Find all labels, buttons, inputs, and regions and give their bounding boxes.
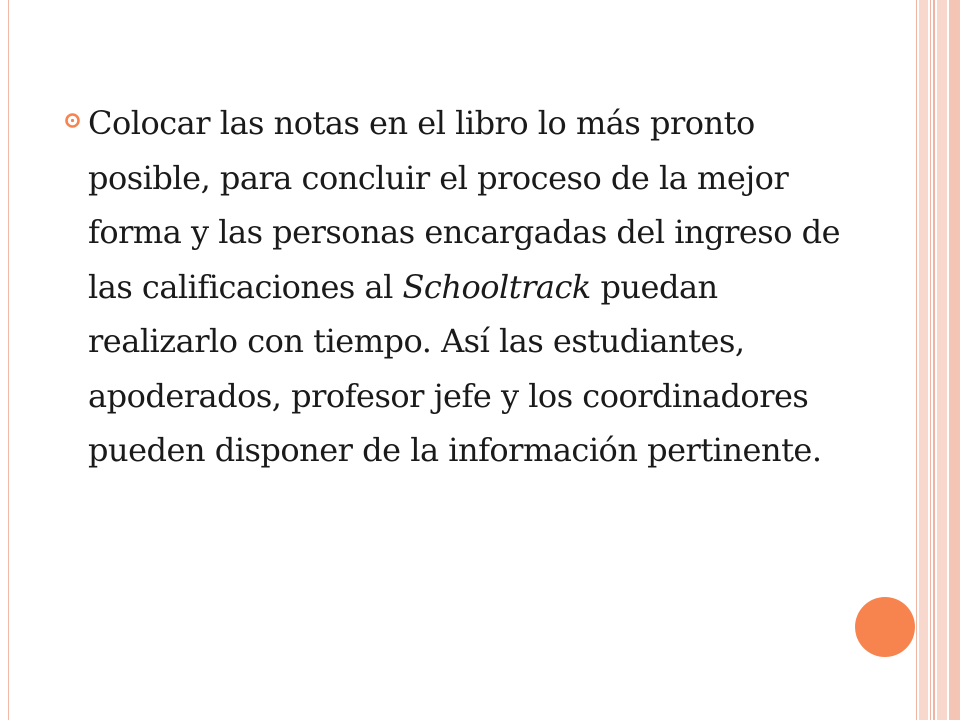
stripe bbox=[937, 0, 947, 720]
bullet-item bbox=[64, 96, 864, 478]
stripe bbox=[949, 0, 960, 720]
stripe bbox=[916, 0, 917, 720]
bullet-text bbox=[88, 96, 864, 478]
slide-content bbox=[64, 96, 864, 478]
open-circle-bullet-icon bbox=[64, 112, 81, 129]
bullet-text-start: Colocar las notas en el libro lo más pronto posible, para concluir el proceso de la mejor forma y las personas encargadas del ingreso de las calificaciones al bbox=[88, 104, 841, 306]
right-decorative-stripes bbox=[916, 0, 960, 720]
stripe bbox=[930, 0, 931, 720]
stripe bbox=[933, 0, 935, 720]
bullet-text-end: puedan realizarlo con tiempo. Así las estudiantes, apoderados, profesor jefe y los coordinadores pueden disponer de la información pertinente. bbox=[88, 267, 822, 469]
orange-circle-icon bbox=[855, 597, 915, 657]
bullet-text-italic: Schooltrack bbox=[402, 267, 591, 306]
stripe bbox=[919, 0, 928, 720]
left-border-line bbox=[8, 0, 9, 720]
